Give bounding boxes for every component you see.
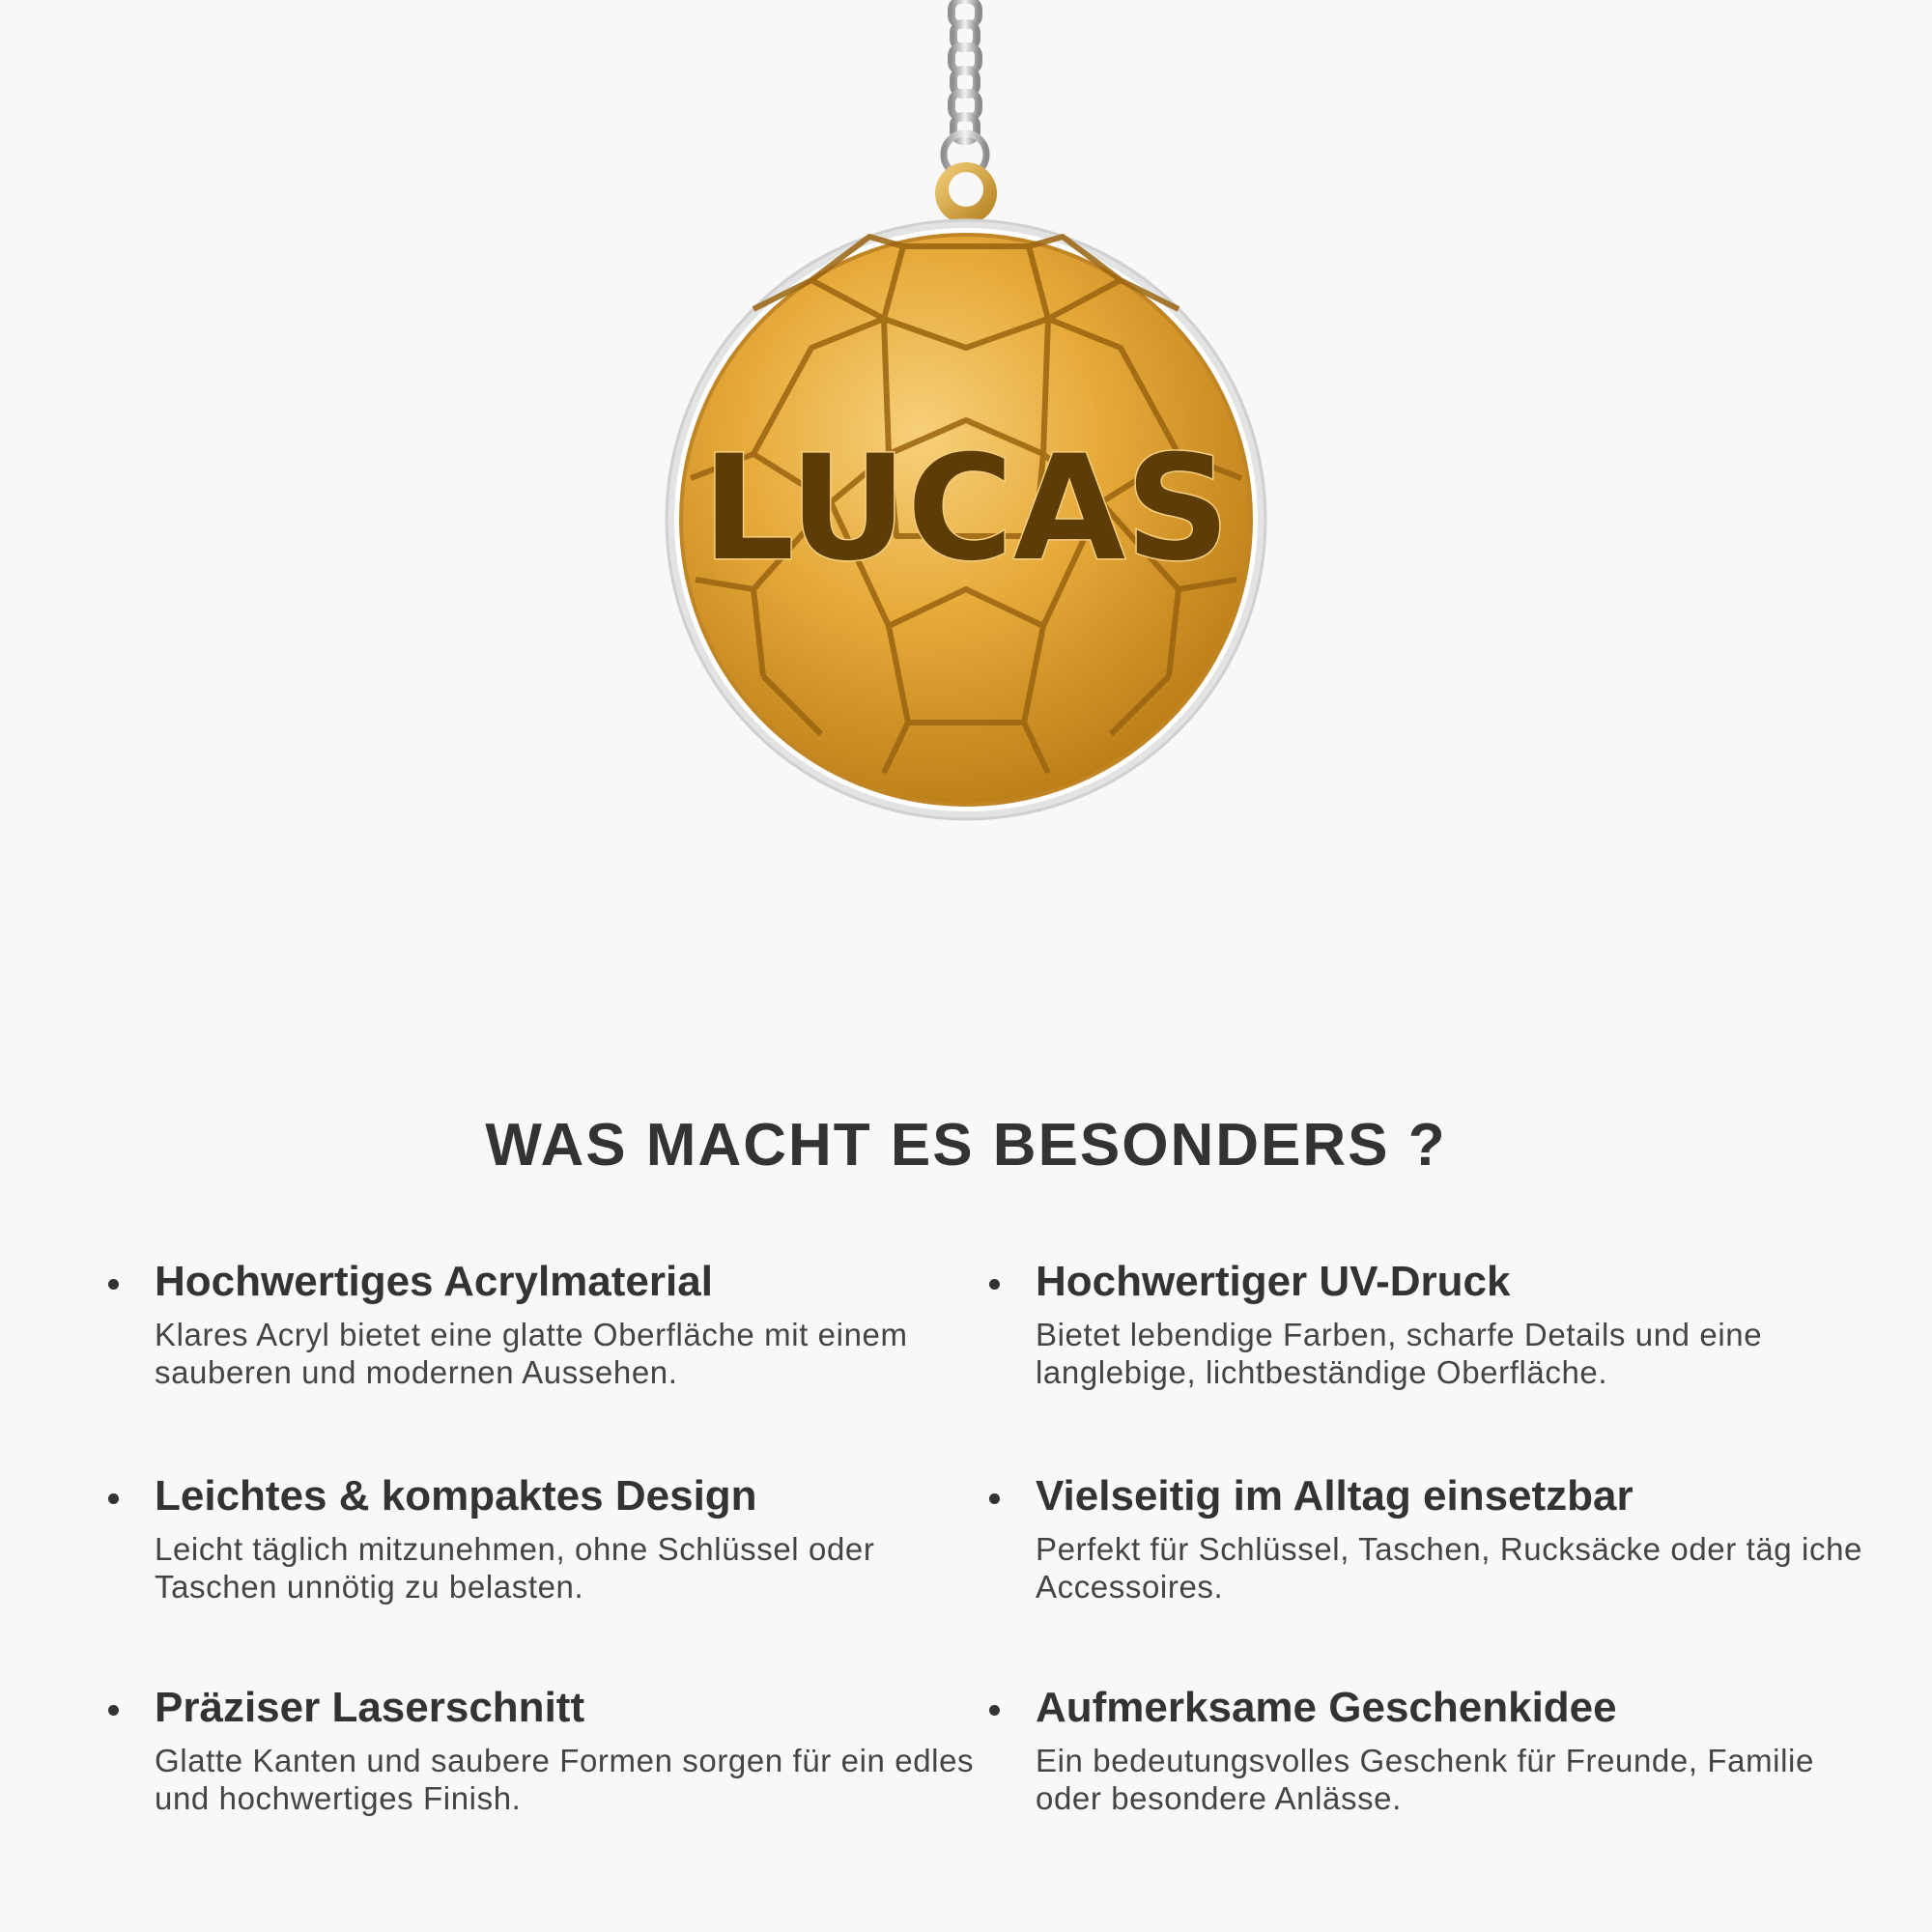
feature-item [1036,1682,1866,1817]
feature-description: Glatte Kanten und saubere Formen sorgen für ein edles und hochwertiges Finish. [155,1743,975,1816]
feature-title: Aufmerksame Geschenkidee [1036,1684,1617,1731]
bullet-icon [108,1493,119,1504]
feature-item [1036,1470,1866,1605]
chain [944,0,986,176]
feature-title: Hochwertiger UV-Druck [1036,1258,1511,1305]
feature-item [155,1682,985,1817]
bullet-icon [108,1705,119,1716]
keychain-product-image [0,0,1932,869]
section-title: WAS MACHT ES BESONDERS ? [485,1112,1447,1179]
feature-description: Ein bedeutungsvolles Geschenk für Freunde, Familie oder besondere Anlässe. [1036,1743,1814,1816]
bullet-icon [108,1279,119,1290]
feature-description: Perfekt für Schlüssel, Taschen, Rucksäcke oder täg iche Accessoires. [1036,1531,1862,1605]
bullet-icon [989,1705,1000,1716]
feature-title: Präziser Laserschnitt [155,1684,585,1731]
feature-title: Leichtes & kompaktes Design [155,1472,757,1520]
bail-ring [935,162,997,224]
feature-item [155,1256,985,1391]
feature-title: Vielseitig im Alltag einsetzbar [1036,1472,1634,1520]
feature-item [1036,1256,1866,1391]
feature-item [155,1470,985,1605]
bullet-icon [989,1279,1000,1290]
feature-description: Leicht täglich mitzunehmen, ohne Schlüssel oder Taschen unnötig zu belasten. [155,1531,875,1605]
feature-description: Klares Acryl bietet eine glatte Oberfläche mit einem sauberen und modernen Aussehen. [155,1317,908,1390]
feature-title: Hochwertiges Acrylmaterial [155,1258,713,1305]
engraved-name: LUCAS [701,425,1231,593]
bullet-icon [989,1493,1000,1504]
feature-description: Bietet lebendige Farben, scharfe Details und eine langlebige, lichtbeständige Oberfläche. [1036,1317,1763,1390]
